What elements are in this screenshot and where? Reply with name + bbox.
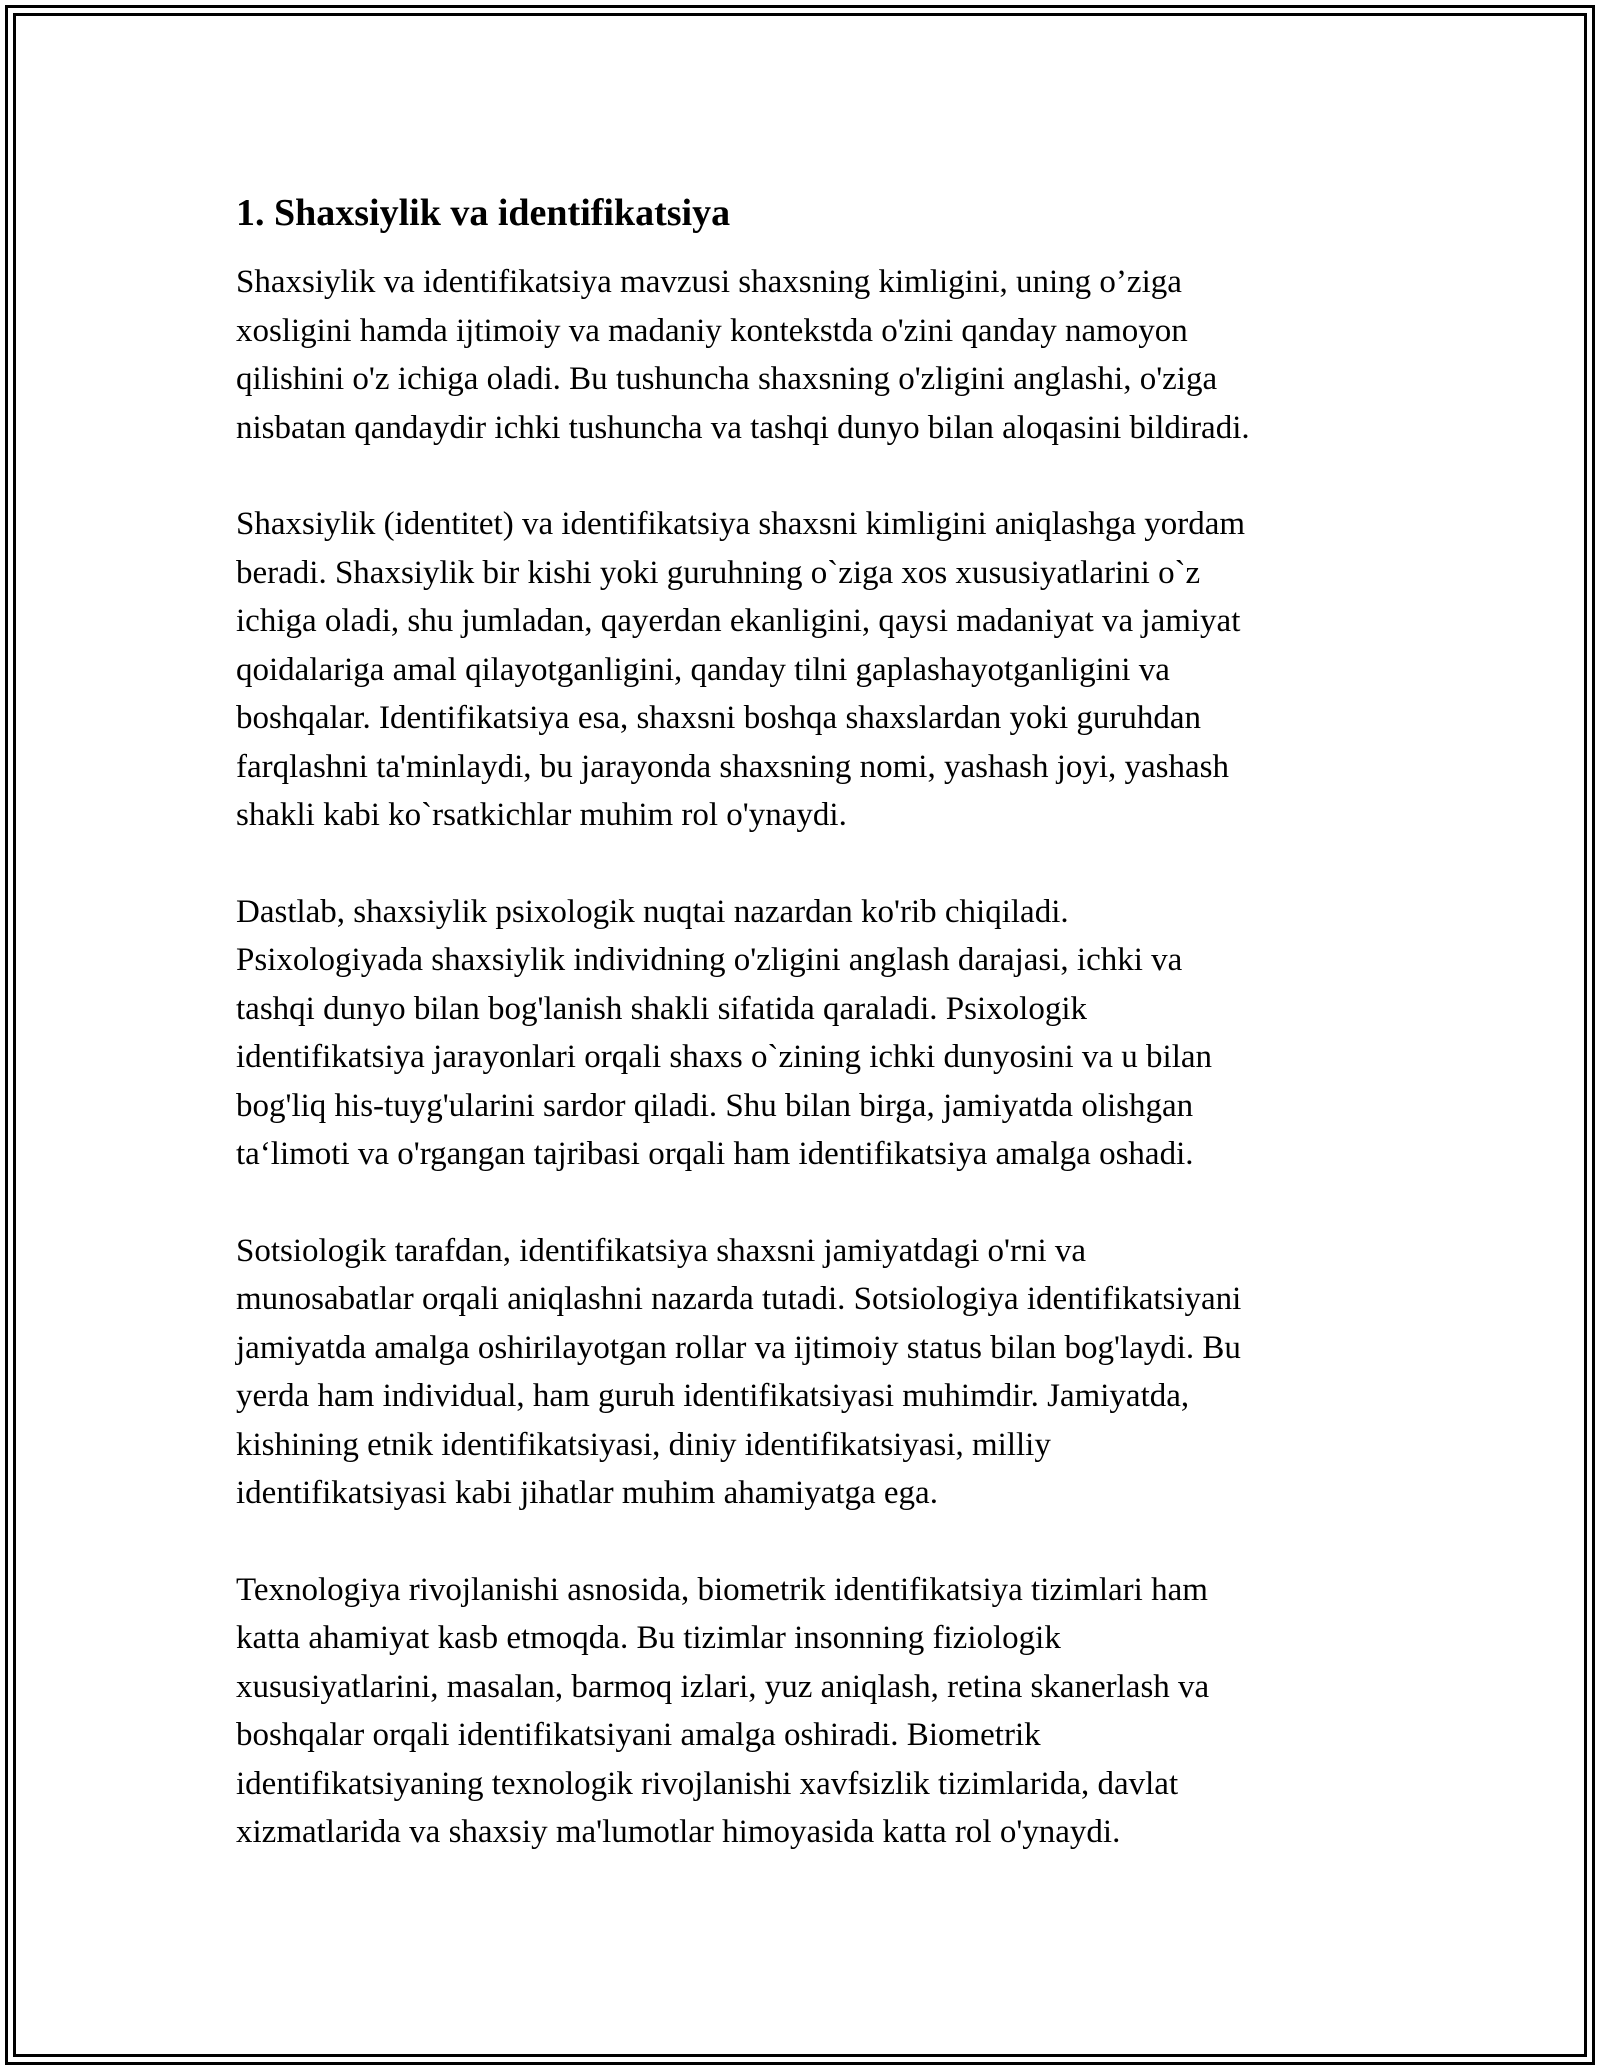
paragraph-line: kishining etnik identifikatsiyasi, diniy identifikatsiyasi, milliy xyxy=(236,1426,1051,1463)
paragraph-line: munosabatlar orqali aniqlashni nazarda tutadi. Sotsiologiya identifikatsiyani xyxy=(236,1281,1242,1317)
paragraph-line: jamiyatda amalga oshirilayotgan rollar va ijtimoiy status bilan bog'laydi. Bu xyxy=(236,1329,1241,1366)
paragraph-line: Dastlab, shaxsiylik psixologik nuqtai nazardan ko'rib chiqiladi. xyxy=(236,893,1069,930)
paragraph-line: xosligini hamda ijtimoiy va madaniy kontekstda o'zini qanday namoyon xyxy=(236,312,1188,349)
paragraph-line: Shaxsiylik (identitet) va identifikatsiya shaxsni kimligini aniqlashga yordam xyxy=(236,506,1246,542)
paragraph-3 xyxy=(236,888,1376,1179)
paragraph-line: ta‘limoti va o'rgangan tajribasi orqali ham identifikatsiya amalga oshadi. xyxy=(236,1136,1194,1172)
paragraph-line: katta ahamiyat kasb etmoqda. Bu tizimlar insonning fiziologik xyxy=(236,1620,1061,1656)
paragraph-line: Psixologiyada shaxsiylik individning o'zligini anglash darajasi, ichki va xyxy=(236,942,1183,978)
paragraph-line: qoidalariga amal qilayotganligini, qanday tilni gaplashayotganligini va xyxy=(236,651,1170,688)
paragraph-line: identifikatsiyasi kabi jihatlar muhim ahamiyatga ega. xyxy=(236,1475,938,1511)
paragraph-line: Sotsiologik tarafdan, identifikatsiya shaxsni jamiyatdagi o'rni va xyxy=(236,1232,1087,1269)
paragraph-line: boshqalar. Identifikatsiya esa, shaxsni boshqa shaxslardan yoki guruhdan xyxy=(236,700,1202,736)
paragraph-line: bog'liq his-tuyg'ularini sardor qiladi. Shu bilan birga, jamiyatda olishgan xyxy=(236,1087,1194,1124)
paragraph-line: xizmatlarida va shaxsiy ma'lumotlar himoyasida katta rol o'ynaydi. xyxy=(236,1814,1121,1850)
paragraph-line: nisbatan qandaydir ichki tushuncha va tashqi dunyo bilan aloqasini bildiradi. xyxy=(236,409,1250,446)
paragraph-line: beradi. Shaxsiylik bir kishi yoki guruhning o`ziga xos xususiyatlarini o`z xyxy=(236,554,1201,591)
paragraph-line: qilishini o'z ichiga oladi. Bu tushuncha shaxsning o'zligini anglashi, o'ziga xyxy=(236,361,1218,397)
paragraph-line: identifikatsiyaning texnologik rivojlanishi xavfsizlik tizimlarida, davlat xyxy=(236,1765,1179,1802)
paragraph-line: ichiga oladi, shu jumladan, qayerdan ekanligini, qaysi madaniyat va jamiyat xyxy=(236,603,1241,639)
paragraph-line: boshqalar orqali identifikatsiyani amalga oshiradi. Biometrik xyxy=(236,1717,1041,1753)
paragraph-container xyxy=(236,258,1376,1857)
paragraph-line: shakli kabi ko`rsatkichlar muhim rol o'ynaydi. xyxy=(236,797,847,833)
paragraph-line: Texnologiya rivojlanishi asnosida, biometrik identifikatsiya tizimlari ham xyxy=(236,1571,1208,1608)
paragraph-line: farqlashni ta'minlaydi, bu jarayonda shaxsning nomi, yashash joyi, yashash xyxy=(236,748,1230,785)
paragraph-4 xyxy=(236,1227,1376,1518)
paragraph-2 xyxy=(236,500,1376,840)
paragraph-line: yerda ham individual, ham guruh identifikatsiyasi muhimdir. Jamiyatda, xyxy=(236,1378,1190,1414)
paragraph-line: Shaxsiylik va identifikatsiya mavzusi shaxsning kimligini, uning o’ziga xyxy=(236,264,1182,300)
section-heading: 1. Shaxsiylik va identifikatsiya xyxy=(236,192,731,234)
paragraph-1 xyxy=(236,258,1376,452)
paragraph-line: xususiyatlarini, masalan, barmoq izlari, yuz aniqlash, retina skanerlash va xyxy=(236,1668,1210,1705)
paragraph-line: tashqi dunyo bilan bog'lanish shakli sifatida qaraladi. Psixologik xyxy=(236,990,1088,1027)
document-body xyxy=(236,186,1376,1905)
paragraph-5 xyxy=(236,1566,1376,1857)
paragraph-line: identifikatsiya jarayonlari orqali shaxs o`zining ichki dunyosini va u bilan xyxy=(236,1039,1213,1075)
